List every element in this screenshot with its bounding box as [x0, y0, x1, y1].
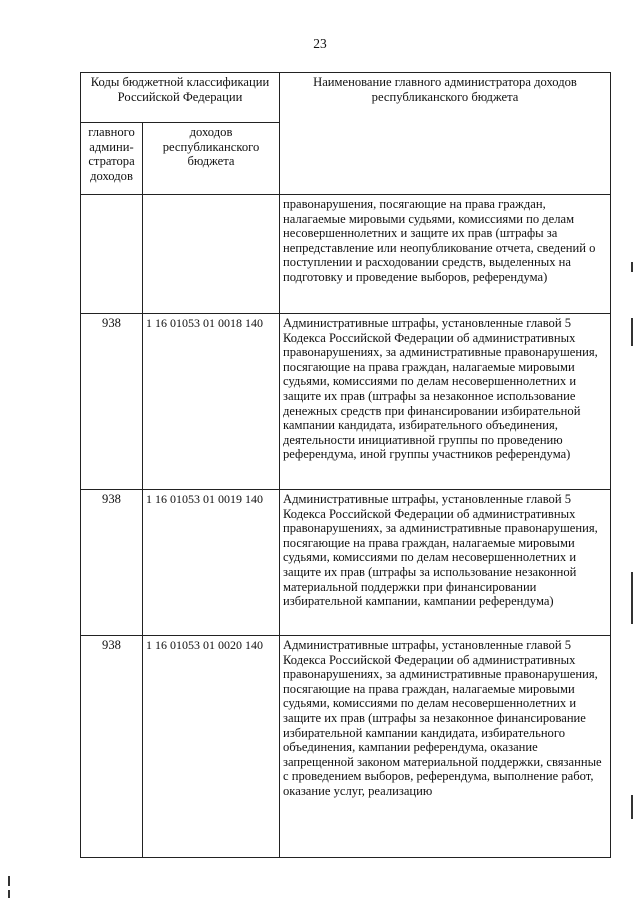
description-cell: Административные штрафы, установленные главой 5 Кодекса Российской Федерации об административных правонарушениях, за административные правонарушения, посягающие на права граждан, налагаемые мировыми судьями, комиссиями по делам несовершеннолетних и защите их прав (штрафы за незаконное использование денежных средств при финансировании избирательной кампании кандидата, избирательного объединения, деятельности инициативной группы по проведению референдума, иной группы участников референдума) — [280, 314, 611, 490]
table-header — [81, 73, 611, 195]
scan-edge-mark — [8, 876, 10, 886]
revenue-code-cell: 1 16 01053 01 0020 140 — [143, 636, 280, 858]
budget-classification-table — [80, 72, 611, 858]
description-cell: Административные штрафы, установленные главой 5 Кодекса Российской Федерации об административных правонарушениях, за административные правонарушения, посягающие на права граждан, налагаемые мировыми судьями, комиссиями по делам несовершеннолетних и защите их прав (штрафы за использование незаконной материальной поддержки при финансировании избирательной кампании, кампании референдума) — [280, 490, 611, 636]
description-cell: правонарушения, посягающие на права граждан, налагаемые мировыми судьями, комиссиями по делам несовершеннолетних и защите их прав (штрафы за непредставление или неопубликование отчета, сведений о поступлении и расходовании средств, выделенных на подготовку и проведение выборов, референдума) — [280, 195, 611, 314]
revenue-code-cell: 1 16 01053 01 0018 140 — [143, 314, 280, 490]
scan-edge-mark — [631, 795, 633, 819]
table-row — [81, 490, 611, 636]
scan-edge-mark — [631, 572, 633, 624]
scan-edge-mark — [631, 262, 633, 272]
header-administrator-name: Наименование главного администратора доходов республиканского бюджета — [280, 73, 611, 195]
scan-edge-mark — [631, 318, 633, 346]
header-revenue-code: доходов республиканского бюджета — [143, 123, 280, 195]
page-number: 23 — [313, 36, 327, 51]
description-cell: Административные штрафы, установленные главой 5 Кодекса Российской Федерации об административных правонарушениях, за административные правонарушения, посягающие на права граждан, налагаемые мировыми судьями, комиссиями по делам несовершеннолетних и защите их прав (штрафы за незаконное финансирование избирательной кампании кандидата, избирательного объединения, кампании референдума, оказание запрещенной законом материальной поддержки, связанные с проведением выборов, референдума, выполнение работ, оказание услуг, реализацию — [280, 636, 611, 858]
header-main-administrator: главного админи-стратора доходов — [81, 123, 143, 195]
revenue-code-cell — [143, 195, 280, 314]
header-budget-codes: Коды бюджетной классификации Российской Федерации — [81, 73, 280, 123]
table-row — [81, 195, 611, 314]
scan-edge-mark — [8, 890, 10, 898]
admin-code-cell: 938 — [81, 314, 143, 490]
table-row — [81, 314, 611, 490]
admin-code-cell — [81, 195, 143, 314]
revenue-code-cell: 1 16 01053 01 0019 140 — [143, 490, 280, 636]
admin-code-cell: 938 — [81, 490, 143, 636]
table-row — [81, 636, 611, 858]
admin-code-cell: 938 — [81, 636, 143, 858]
